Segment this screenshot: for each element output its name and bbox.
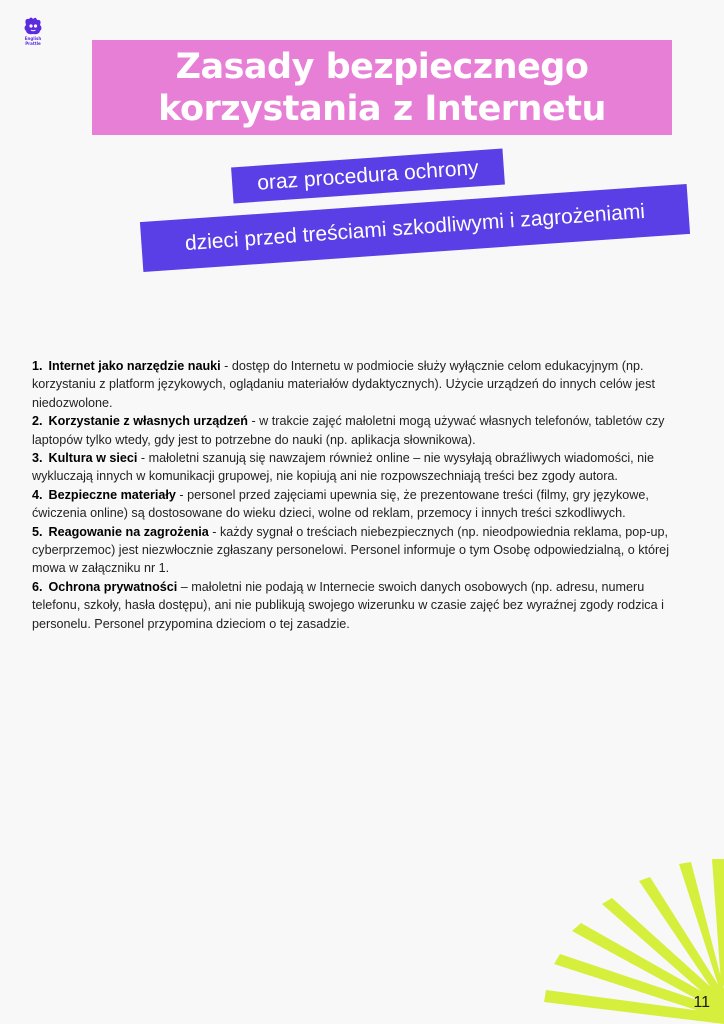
subtitle-banner-2 [140, 184, 690, 272]
rule-text: - małoletni szanują się nawzajem również online – nie wysyłają obraźliwych wiadomości, nie wykluczają innych w komunikacji grupowej, nie kopiują ani nie rozpowszechniają treści bez zgody autora. [32, 451, 654, 484]
rule-item [32, 486, 694, 523]
rule-item [32, 357, 694, 412]
rule-item [32, 523, 694, 578]
rule-title: Korzystanie z własnych urządzeń [48, 414, 248, 429]
page-title: Zasady bezpiecznego korzystania z Internetu [158, 46, 606, 129]
subtitle-line-1: oraz procedura ochrony [256, 156, 480, 195]
rule-item [32, 449, 694, 486]
rule-number: 3. [32, 451, 43, 466]
rules-list [32, 357, 694, 633]
rule-title: Bezpieczne materiały [48, 487, 176, 502]
brand-logo [18, 16, 48, 46]
rule-number: 1. [32, 359, 43, 373]
rule-title: Ochrona prywatności [48, 579, 178, 594]
monster-logo-icon [22, 16, 44, 36]
rule-text: - w trakcie zajęć małoletni mogą używać własnych telefonów, tabletów czy laptopów tylko wtedy, gdy jest to potrzebne do nauki (np. aplikacja słownikowa). [32, 414, 665, 447]
rule-item [32, 412, 694, 449]
title-box [92, 40, 672, 135]
rule-title: Internet jako narzędzie nauki [48, 359, 221, 373]
rule-number: 4. [32, 487, 43, 502]
rule-title: Kultura w sieci [48, 451, 138, 466]
rule-item [32, 578, 694, 633]
page-number: 11 [693, 994, 710, 1011]
rule-number: 2. [32, 414, 43, 429]
rule-number: 6. [32, 579, 43, 594]
subtitle-line-2: dzieci przed treściami szkodliwymi i zagrożeniami [184, 199, 646, 256]
rule-text: – małoletni nie podają w Internecie swoich danych osobowych (np. adresu, numeru telefonu, szkoły, hasła dostępu), ani nie publikują swojego wizerunku w czasie zajęć bez wyraźnej zgody rodzica i personelu. Personel przypomina dzieciom o tej zasadzie. [32, 579, 664, 631]
rule-number: 5. [32, 524, 43, 539]
subtitle-banner-1 [231, 149, 505, 204]
rule-text: - dostęp do Internetu w podmiocie służy wyłącznie celom edukacyjnym (np. korzystaniu z platform językowych, oglądaniu materiałów dydaktycznych). Użycie urządzeń do innych celów jest niedozwolone. [32, 359, 655, 410]
rule-text: - każdy sygnał o treściach niebezpiecznych (np. nieodpowiednia reklama, pop-up, cyberprzemoc) jest niezwłocznie zgłaszany personelowi. Personel informuje o tym Osobę odpowiedzialną, o której mowa w załączniku nr 1. [32, 524, 669, 576]
rule-text: - personel przed zajęciami upewnia się, że prezentowane treści (filmy, gry językowe, ćwiczenia online) są dostosowane do wieku dzieci, wolne od reklam, przemocy i innych treści szkodliwych. [32, 487, 649, 521]
rule-title: Reagowanie na zagrożenia [48, 524, 209, 539]
logo-text: English Prattle [24, 36, 42, 46]
